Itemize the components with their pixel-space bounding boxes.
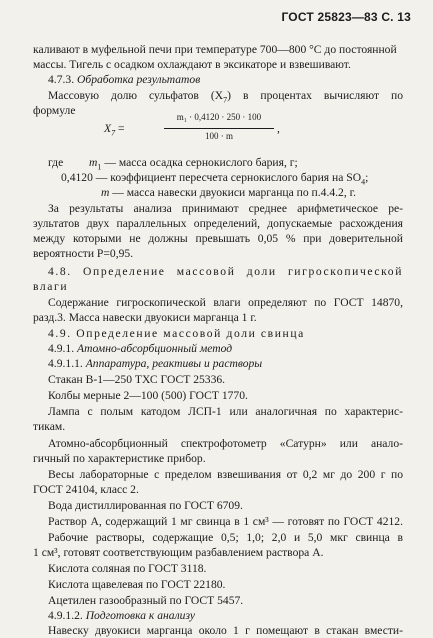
section-heading: 4.9. Определение массовой доли свинца <box>48 327 305 340</box>
text-line: Раствор А, содержащий 1 мг свинца в 1 см³ — готовят по ГОСТ 4212. <box>48 515 403 528</box>
subsection-heading <box>48 72 403 87</box>
text-line: Колбы мерные 2—100 (500) ГОСТ 1770. <box>48 389 248 402</box>
text-line: За результаты анализа принимают среднее арифметическое ре- <box>48 202 403 215</box>
text-line: m — масса навески двуокиси марганца по п.4.4.2, г. <box>101 186 356 199</box>
formula-trail: , <box>277 122 280 135</box>
section-heading: 4.8. Определение массовой доли гигроскопической <box>48 265 403 278</box>
text-line: Кислота щавелевая по ГОСТ 22180. <box>48 578 226 591</box>
section-title: Обработка результатов <box>77 73 201 86</box>
text-line: ГОСТ 24104, класс 2. <box>33 483 139 496</box>
text-line: Навеску двуокиси марганца около 1 г помещают в стакан вмести- <box>48 624 403 637</box>
text-line: Лампа с полым катодом ЛСП-1 или аналогичная по характерис- <box>48 405 403 418</box>
text-line: 0,4120 — коэффициент пересчета сернокислого бария на $SO_4$; <box>61 171 369 187</box>
text-line: гичный по характеристике прибор. <box>33 452 206 465</box>
text-line: тикам. <box>33 420 66 433</box>
subsection-heading: 4.9.1.1. Аппаратура, реактивы и растворы <box>48 357 263 370</box>
text-line: зультатов двух параллельных определений, допускаемые расхождения <box>33 217 403 230</box>
text-line: каливают в муфельной печи при температуре 700—800 °С до постоянной <box>33 43 397 56</box>
formula-denominator: 100 · m <box>205 131 233 141</box>
formula-lhs: $X_7$ = <box>104 122 125 138</box>
text-line: Массовую долю сульфатов $(X_7)$ в процентах вычисляют по <box>48 89 403 103</box>
page-header: ГОСТ 25823—83 С. 13 <box>281 10 411 24</box>
formula-numerator: m₁ · 0,4120 · 250 · 100 <box>176 112 262 122</box>
formula <box>104 112 334 146</box>
text-line: разд.3. Масса навески двуокиси марганца 1 г. <box>33 311 257 324</box>
text-line: Стакан В-1—250 ТХС ГОСТ 25336. <box>48 373 226 386</box>
text-line: Атомно-абсорбционный спектрофотометр «Сатурн» или анало- <box>48 437 403 450</box>
fraction-bar <box>164 128 274 129</box>
text-line: вероятности P=0,95. <box>33 247 134 260</box>
text-line: массы. Тигель с осадком охлаждают в эксикаторе и взвешивают. <box>33 58 351 71</box>
text-line: Содержание гигроскопической влаги определяют по ГОСТ 14870, <box>48 296 403 309</box>
text-line: Весы лабораторные с пределом взвешивания от 0,2 мг до 200 г по <box>48 468 403 481</box>
text-line: Рабочие растворы, содержащие 0,5; 1,0; 2,0 и 5,0 мкг свинца в <box>48 531 403 544</box>
section-number: 4.7.3. <box>48 73 75 86</box>
text-line: формуле <box>33 104 76 117</box>
section-heading-cont: влаги <box>33 280 69 293</box>
text-line: Вода дистиллированная по ГОСТ 6709. <box>48 499 243 512</box>
text-line: между которыми не должны превышать 0,05 % при доверительной <box>33 232 403 245</box>
text-line: 1 см³, готовят соответствующим разбавлением раствора А. <box>33 546 324 559</box>
subsection-heading: 4.9.1. Атомно-абсорбционный метод <box>48 342 233 355</box>
subsection-heading: 4.9.1.2. Подготовка к анализу <box>48 609 196 622</box>
text-line: Ацетилен газообразный по ГОСТ 5457. <box>48 594 244 607</box>
text-line: Кислота соляная по ГОСТ 3118. <box>48 562 207 575</box>
text-line: где $m_1$ — масса осадка сернокислого бария, г; <box>48 156 298 172</box>
